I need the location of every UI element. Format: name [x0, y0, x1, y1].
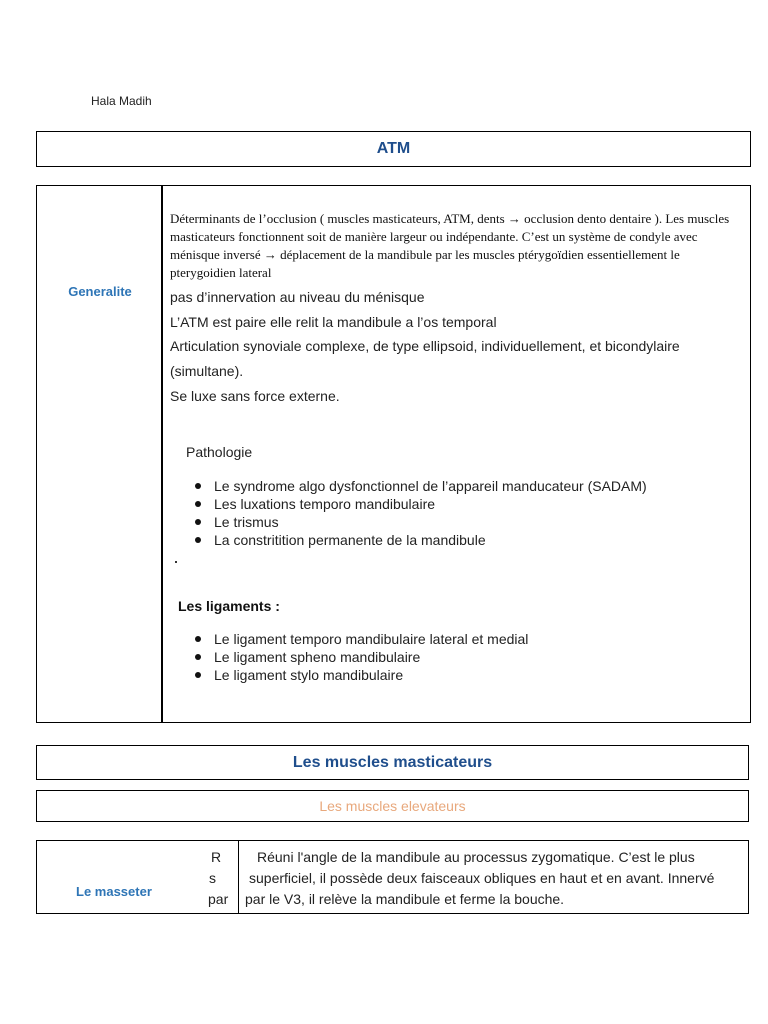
description-line: superficiel, il possède deux faisceaux obliques en haut et en avant. Innervé — [249, 870, 715, 886]
author-name: Hala Madih — [91, 94, 152, 108]
list-item — [214, 477, 647, 495]
generalite-table — [36, 185, 751, 723]
intro-paragraph: Déterminants de l’occlusion ( muscles masticateurs, ATM, dents → occlusion dento dentaire ). Les muscles masticateurs fonctionnent soit de manière largeur ou indépendante. C’est un système de condyle avec ménisque inversé → déplacement de la mandibule par les muscles ptérygoïdien essentiellement le pterygoidien lateral — [170, 211, 730, 280]
list-item-text: La constritition permanente de la mandibule — [214, 532, 486, 548]
text-line: L’ATM est paire elle relit la mandibule a l’os temporal — [170, 314, 497, 330]
muscles-title-box — [36, 745, 749, 780]
generalite-label: Generalite — [68, 284, 132, 299]
list-item — [214, 666, 528, 684]
list-item — [214, 495, 647, 513]
stray-mark — [175, 561, 177, 563]
bullet-icon — [195, 672, 201, 678]
pathologie-list — [214, 477, 647, 549]
text-line: Se luxe sans force externe. — [170, 388, 340, 404]
generalite-label-cell — [37, 186, 163, 722]
list-item-text: Le ligament stylo mandibulaire — [214, 667, 404, 683]
ligaments-heading: Les ligaments : — [178, 598, 280, 614]
text-line: (simultane). — [170, 363, 244, 379]
description-line: Réuni l'angle de la mandibule au processus zygomatique. C’est le plus — [257, 849, 695, 865]
bullet-icon — [195, 636, 201, 642]
subsection-title: Les muscles elevateurs — [319, 798, 466, 814]
masseter-label: Le masseter — [76, 884, 152, 899]
overflow-fragment: s — [209, 870, 216, 886]
masseter-table — [36, 840, 749, 914]
list-item-text: Le ligament spheno mandibulaire — [214, 649, 421, 665]
list-item-text: Le ligament temporo mandibulaire lateral et medial — [214, 631, 529, 647]
ligaments-list — [214, 630, 528, 684]
description-line: par le V3, il relève la mandibule et ferme la bouche. — [245, 891, 565, 907]
bullet-icon — [195, 483, 201, 489]
page-title: ATM — [376, 140, 411, 157]
pathologie-heading: Pathologie — [186, 444, 253, 460]
masseter-description-cell — [245, 841, 748, 913]
list-item — [214, 531, 647, 549]
section-title: Les muscles masticateurs — [292, 753, 493, 771]
elevateurs-title-box — [36, 790, 749, 822]
text-line: Articulation synoviale complexe, de type ellipsoid, individuellement, et bicondylaire — [170, 338, 680, 354]
text-line: pas d’innervation au niveau du ménisque — [170, 289, 425, 305]
list-item — [214, 648, 528, 666]
bullet-icon — [195, 654, 201, 660]
list-item-text: Le trismus — [214, 514, 279, 530]
overflow-fragment: R — [211, 849, 222, 865]
atm-title-box — [36, 131, 751, 167]
list-item-text: Le syndrome algo dysfonctionnel de l’appareil manducateur (SADAM) — [214, 478, 647, 494]
bullet-icon — [195, 501, 201, 507]
list-item — [214, 630, 528, 648]
list-item — [214, 513, 647, 531]
bullet-icon — [195, 519, 201, 525]
overflow-fragment: par — [208, 891, 229, 907]
masseter-label-cell — [37, 841, 239, 913]
bullet-icon — [195, 537, 201, 543]
generalite-content-cell — [170, 186, 742, 722]
list-item-text: Les luxations temporo mandibulaire — [214, 496, 436, 512]
